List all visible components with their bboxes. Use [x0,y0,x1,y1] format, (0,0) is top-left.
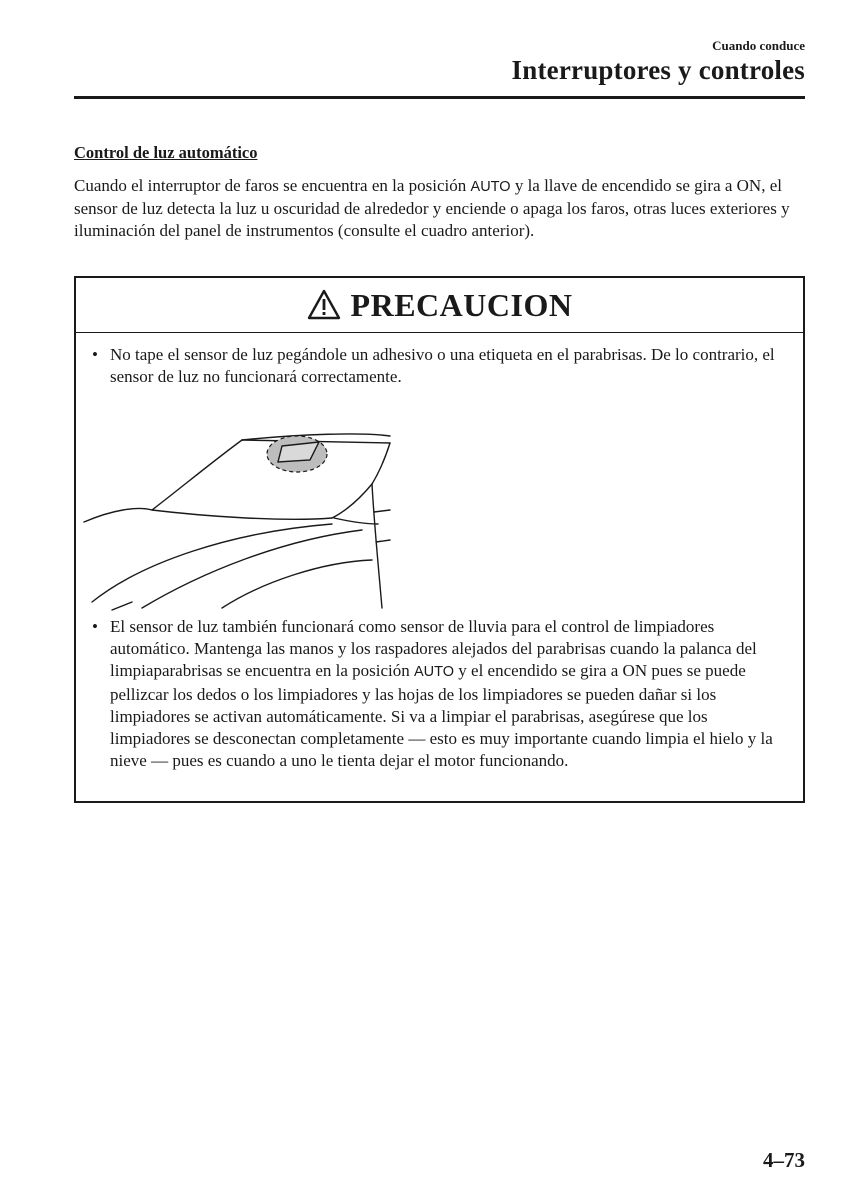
caution-bullet-2 [92,616,792,772]
caution-bullet-1 [92,344,792,388]
bullet-text: No tape el sensor de luz pegándole un adhesivo o una etiqueta en el parabrisas. De lo contrario, el sensor de luz no funcionará correctamente. [110,345,775,387]
intro-paragraph [74,175,809,243]
header-rule [74,96,805,99]
bullet-marker: • [92,617,98,636]
caution-title: PRECAUCION [350,286,573,323]
subheading: Control de luz automático [74,143,258,162]
page-number: 4–73 [763,1148,805,1172]
bullet-text [110,616,792,772]
page-title: Interruptores y controles [511,55,805,85]
bullet-marker: • [92,345,98,364]
bullet-text-end: y el encendido se gira a ON pues se puede pellizcar los dedos o los limpiadores y las hojas de los limpiadores se pueden dañar si los limpiadores se activan automáticamente. Si va a limpiar el parabrisas, asegúrese que los limpiadores se desconectan completamente — esto es muy importante cuando limpia el hielo y la nieve — pues es cuando a uno le tienta dejar el motor funcionando. [110,661,773,771]
intro-text-end: y la llave de encendido se gira a ON, el sensor de luz detecta la luz u oscuridad de alrededor y enciende o apaga los faros, otras luces exteriores y iluminación del panel de instrumentos (consulte el cuadro anterior). [74,176,790,241]
caution-header [76,278,803,333]
bullet-text-start: El sensor de luz también funcionará como sensor de lluvia para el control de limpiadores automático. Mantenga las manos y los raspadores alejados del parabrisas cuando la palanca del limpiaparabrisas se encuentra en la posición [110,617,757,681]
intro-text-start: Cuando el interruptor de faros se encuentra en la posición [74,176,471,195]
warning-triangle-icon [307,289,341,321]
caution-box [74,276,805,803]
auto-position-label: AUTO [470,179,511,195]
windshield-light-sensor-illustration [82,412,392,612]
auto-position-label: AUTO [414,664,455,681]
section-label: Cuando conduce [712,38,805,53]
